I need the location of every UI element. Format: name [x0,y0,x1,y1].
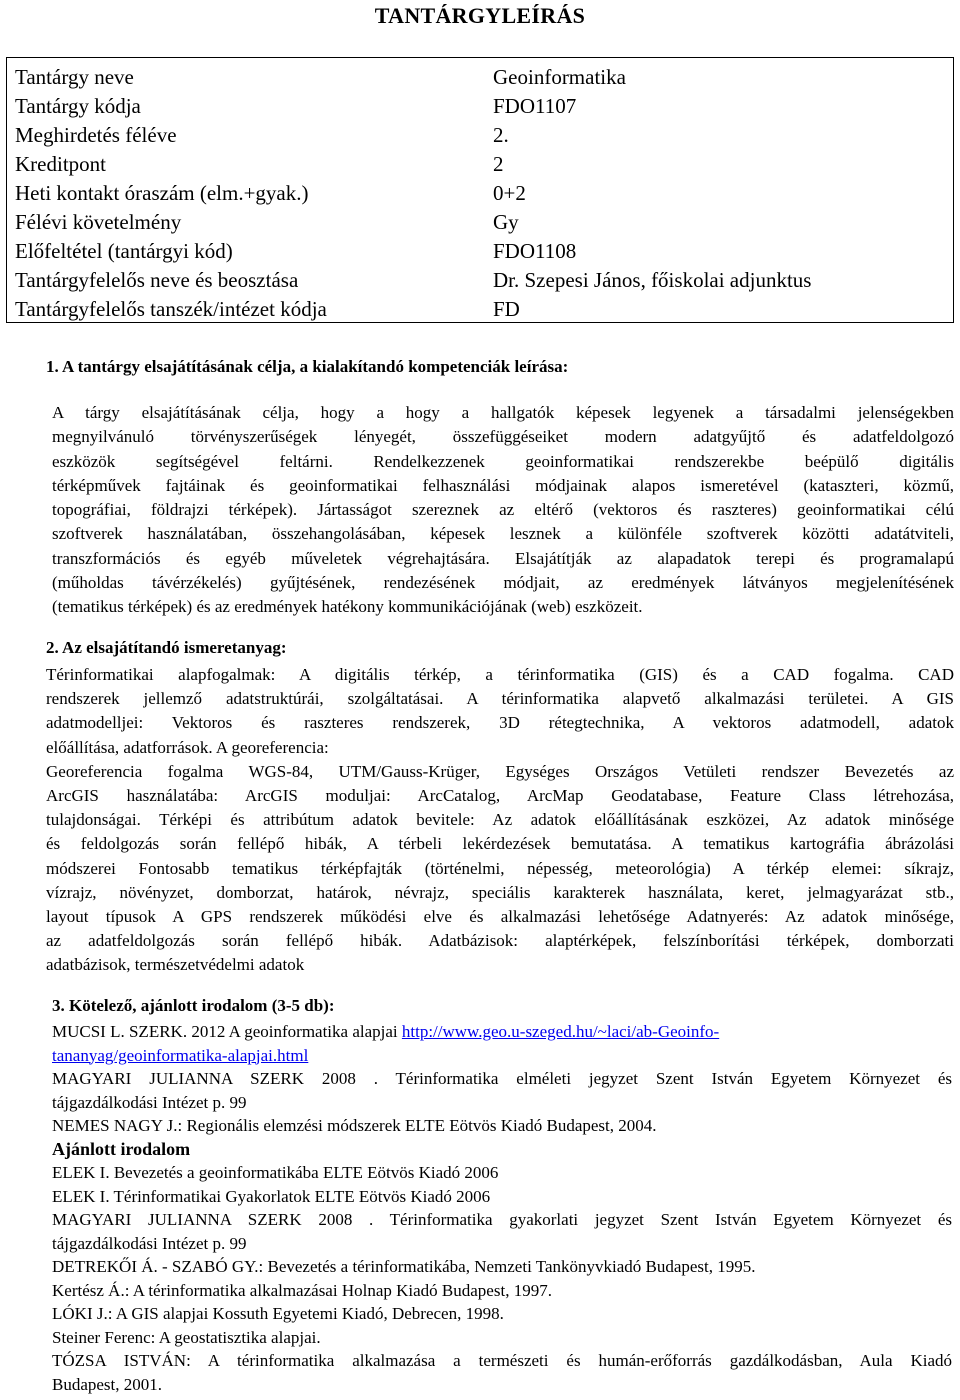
ref-text: Bevezetés a geoinformatikába ELTE Eötvös Kiadó 2006 [109,1163,499,1182]
reference-kertesz: Kertész Á.: A térinformatika alkalmazásai Holnap Kiadó Budapest, 1997. [52,1280,552,1300]
reference-tozsa [52,1349,952,1396]
info-label: Félévi követelmény [15,210,182,234]
course-info-table [6,57,954,323]
section2-heading: 2. Az elsajátítandó ismeretanyag: [46,638,287,657]
ref-text: : Regionális elemzési módszerek ELTE Eötvös Kiadó Budapest, 2004. [177,1116,657,1135]
info-row-hours [7,179,953,208]
reference-magyari-1 [52,1067,952,1114]
reference-magyari-2 [52,1208,952,1255]
text-line: layout típusok A GPS rendszerek működési elve és alkalmazási lehetősége Adatnyerés: Az adatok minősége, [46,906,954,926]
text-line: megnyilvánuló törvényszerűségek lényegét, összefüggéseiket modern adatgyűjtő és adatfeldolgozó [52,427,954,447]
reference-link[interactable]: http://www.geo.u-szeged.hu/~laci/ab-Geoinfo- [401,1022,720,1041]
info-value: 0+2 [493,181,526,205]
text-line: adatmodelljei: Vektoros és raszteres rendszerek, 3D rétegtechnika, A vektoros adatmodell, adatok [46,713,954,733]
text-line: vízrajz, növényzet, domborzat, határok, névrajz, speciális karakterek használata, keret, jelmagyarázat stb., [46,882,954,902]
ref-text: 2012 A geoinformatika alapjai [187,1022,402,1041]
reference-link-cont[interactable]: tananyag/geoinformatika-alapjai.html [52,1045,309,1065]
ref-text: Budapest, 2001. [52,1374,163,1394]
section2-body [46,663,954,977]
text-line: Térinformatikai alapfogalmak: A digitális térkép, a térinformatika (GIS) és a CAD fogalma. CAD [46,665,954,684]
ref-text: : Bevezetés a térinformatikába, Nemzeti Tankönyvkiadó Budapest, 1995. [258,1257,756,1276]
text-line: az adatfeldolgozás során fellépő hibák. Adatbázisok: alaptérképek, felszínborítási térképek, domborzati [46,931,954,951]
reference-loki [52,1302,952,1326]
reference-nemes [52,1114,952,1138]
info-row-code [7,92,953,121]
text-line: módszerei Fontosabb tematikus térképfajták (történelmi, népesség, meteorológia) A térkép elemei: síkrajz, [46,858,954,878]
text-line: adatbázisok, természetvédelmi adatok [46,955,305,975]
info-value: FDO1107 [493,94,577,118]
recommended-heading: Ajánlott irodalom [52,1138,191,1159]
text-line: topográfiai, földrajzi térképek). Jártasságot szereznek az eltérő (vektoros és raszteres) geoinformatikai célú [52,500,954,520]
info-value: 2 [493,152,504,176]
ref-text: 2008 . Térinformatika elméleti jegyzet Szent István Egyetem Környezet és [304,1069,952,1088]
ref-author: ELEK I. [52,1163,110,1182]
section1-body [52,401,954,620]
text-line: szoftverek használatában, összehangolásában, képesek lesznek a különféle szoftverek közötti adatátviteli, [52,524,954,544]
info-value: FDO1108 [493,239,577,263]
info-label: Tantárgy neve [15,65,134,89]
ref-text: : A GIS alapjai Kossuth Egyetemi Kiadó, Debrecen, 1998. [107,1304,504,1323]
info-row-responsible [7,266,953,295]
info-label: Heti kontakt óraszám (elm.+gyak.) [15,181,309,205]
ref-author: MUCSI L. SZERK. [52,1022,188,1041]
info-value: Gy [493,210,519,234]
ref-author: TÓZSA ISTVÁN [52,1351,187,1370]
text-line: tulajdonságai. Térképi és attribútum adatok bevitele: Az adatok előállításának eszközei, Az adatok minősége [46,810,954,830]
text-line: rendszerek jellemző adatstruktúrái, szolgáltatásai. A térinformatika alapvető alkalmazási területei. A GIS [46,689,954,709]
info-value: 2. [493,123,509,147]
text-line: (műholdas távérzékelés) gyűjtésének, rendezésének módjait, az eredmények látványos megjelenítésének [52,573,954,593]
ref-text: : A térinformatika alkalmazása a természeti és humán-erőforrás gazdálkodásban, Aula Kiadó [186,1351,952,1370]
ref-author: MAGYARI JULIANNA SZERK [52,1210,302,1229]
ref-text: tájgazdálkodási Intézet p. 99 [52,1233,247,1253]
ref-text: tájgazdálkodási Intézet p. 99 [52,1092,247,1112]
info-row-requirement [7,208,953,237]
ref-text: Térinformatikai Gyakorlatok ELTE Eötvös Kiadó 2006 [109,1186,491,1206]
info-label: Előfeltétel (tantárgyi kód) [15,239,233,263]
text-line: térképművek fajtáinak és geoinformatikai felhasználási módjainak alapos ismeretével (kataszteri, közmű, [52,475,954,495]
info-label: Kreditpont [15,152,106,176]
section3-heading: 3. Kötelező, ajánlott irodalom (3-5 db): [52,996,335,1015]
info-row-credits [7,150,953,179]
ref-author: NEMES NAGY J. [52,1116,178,1135]
info-row-department [7,295,953,324]
text-line: Georeferencia fogalma WGS-84, UTM/Gauss-Krüger, Egységes Országos Vetületi rendszer Bevezetés az [46,761,954,781]
ref-author: LÓKI J. [52,1304,108,1323]
reference-elek-2 [52,1185,952,1209]
reference-steiner: Steiner Ferenc: A geostatisztika alapjai. [52,1327,321,1347]
text-line: előállítása, adatforrások. A georeferencia: [46,737,329,757]
text-line: eszközök segítségével feltárni. Rendelkezzenek geoinformatikai rendszerekbe beépülő digitális [52,451,954,471]
text-line: és feldolgozás során fellépő hibák, A térbeli lekérdezések bemutatása. A tematikus kartográfia ábrázolási [46,834,954,854]
text-line: (tematikus térképek) és az eredmények hatékony kommunikációjának (web) eszközeit. [52,597,643,617]
info-label: Meghirdetés féléve [15,123,177,147]
info-value: Geoinformatika [493,65,626,89]
ref-text: 2008 . Térinformatika gyakorlati jegyzet Szent István Egyetem Környezet és [301,1210,952,1229]
info-value: Dr. Szepesi János, főiskolai adjunktus [493,268,812,292]
text-line: ArcGIS használatába: ArcGIS moduljai: ArcCatalog, ArcMap Geodatabase, Feature Class létrehozása, [46,785,954,805]
ref-author: MAGYARI JULIANNA SZERK [52,1069,305,1088]
info-value: FD [493,297,520,321]
reference-detrekoi [52,1255,952,1279]
info-row-prerequisite [7,237,953,266]
info-label: Tantárgyfelelős tanszék/intézet kódja [15,297,327,321]
text-line: A tárgy elsajátításának célja, hogy a hogy a hallgatók képesek legyenek a társadalmi jelenségekben [52,403,954,422]
info-label: Tantárgyfelelős neve és beosztása [15,268,299,292]
text-line: transzformációs és egyéb műveletek végrehajtására. Elsajátítják az alapadatok terepi és programalapú [52,548,954,568]
section1-heading: 1. A tantárgy elsajátításának célja, a kialakítandó kompetenciák leírása: [46,357,569,376]
info-row-semester [7,121,953,150]
document-title: TANTÁRGYLEÍRÁS [374,3,586,28]
reference-mucsi [52,1020,952,1067]
reference-elek-1 [52,1161,952,1185]
info-row-name [7,63,953,92]
ref-author: ELEK I. [52,1186,110,1206]
ref-author: DETREKŐI Á. - SZABÓ GY. [52,1257,259,1276]
references-list [52,1020,952,1396]
info-label: Tantárgy kódja [15,94,141,118]
